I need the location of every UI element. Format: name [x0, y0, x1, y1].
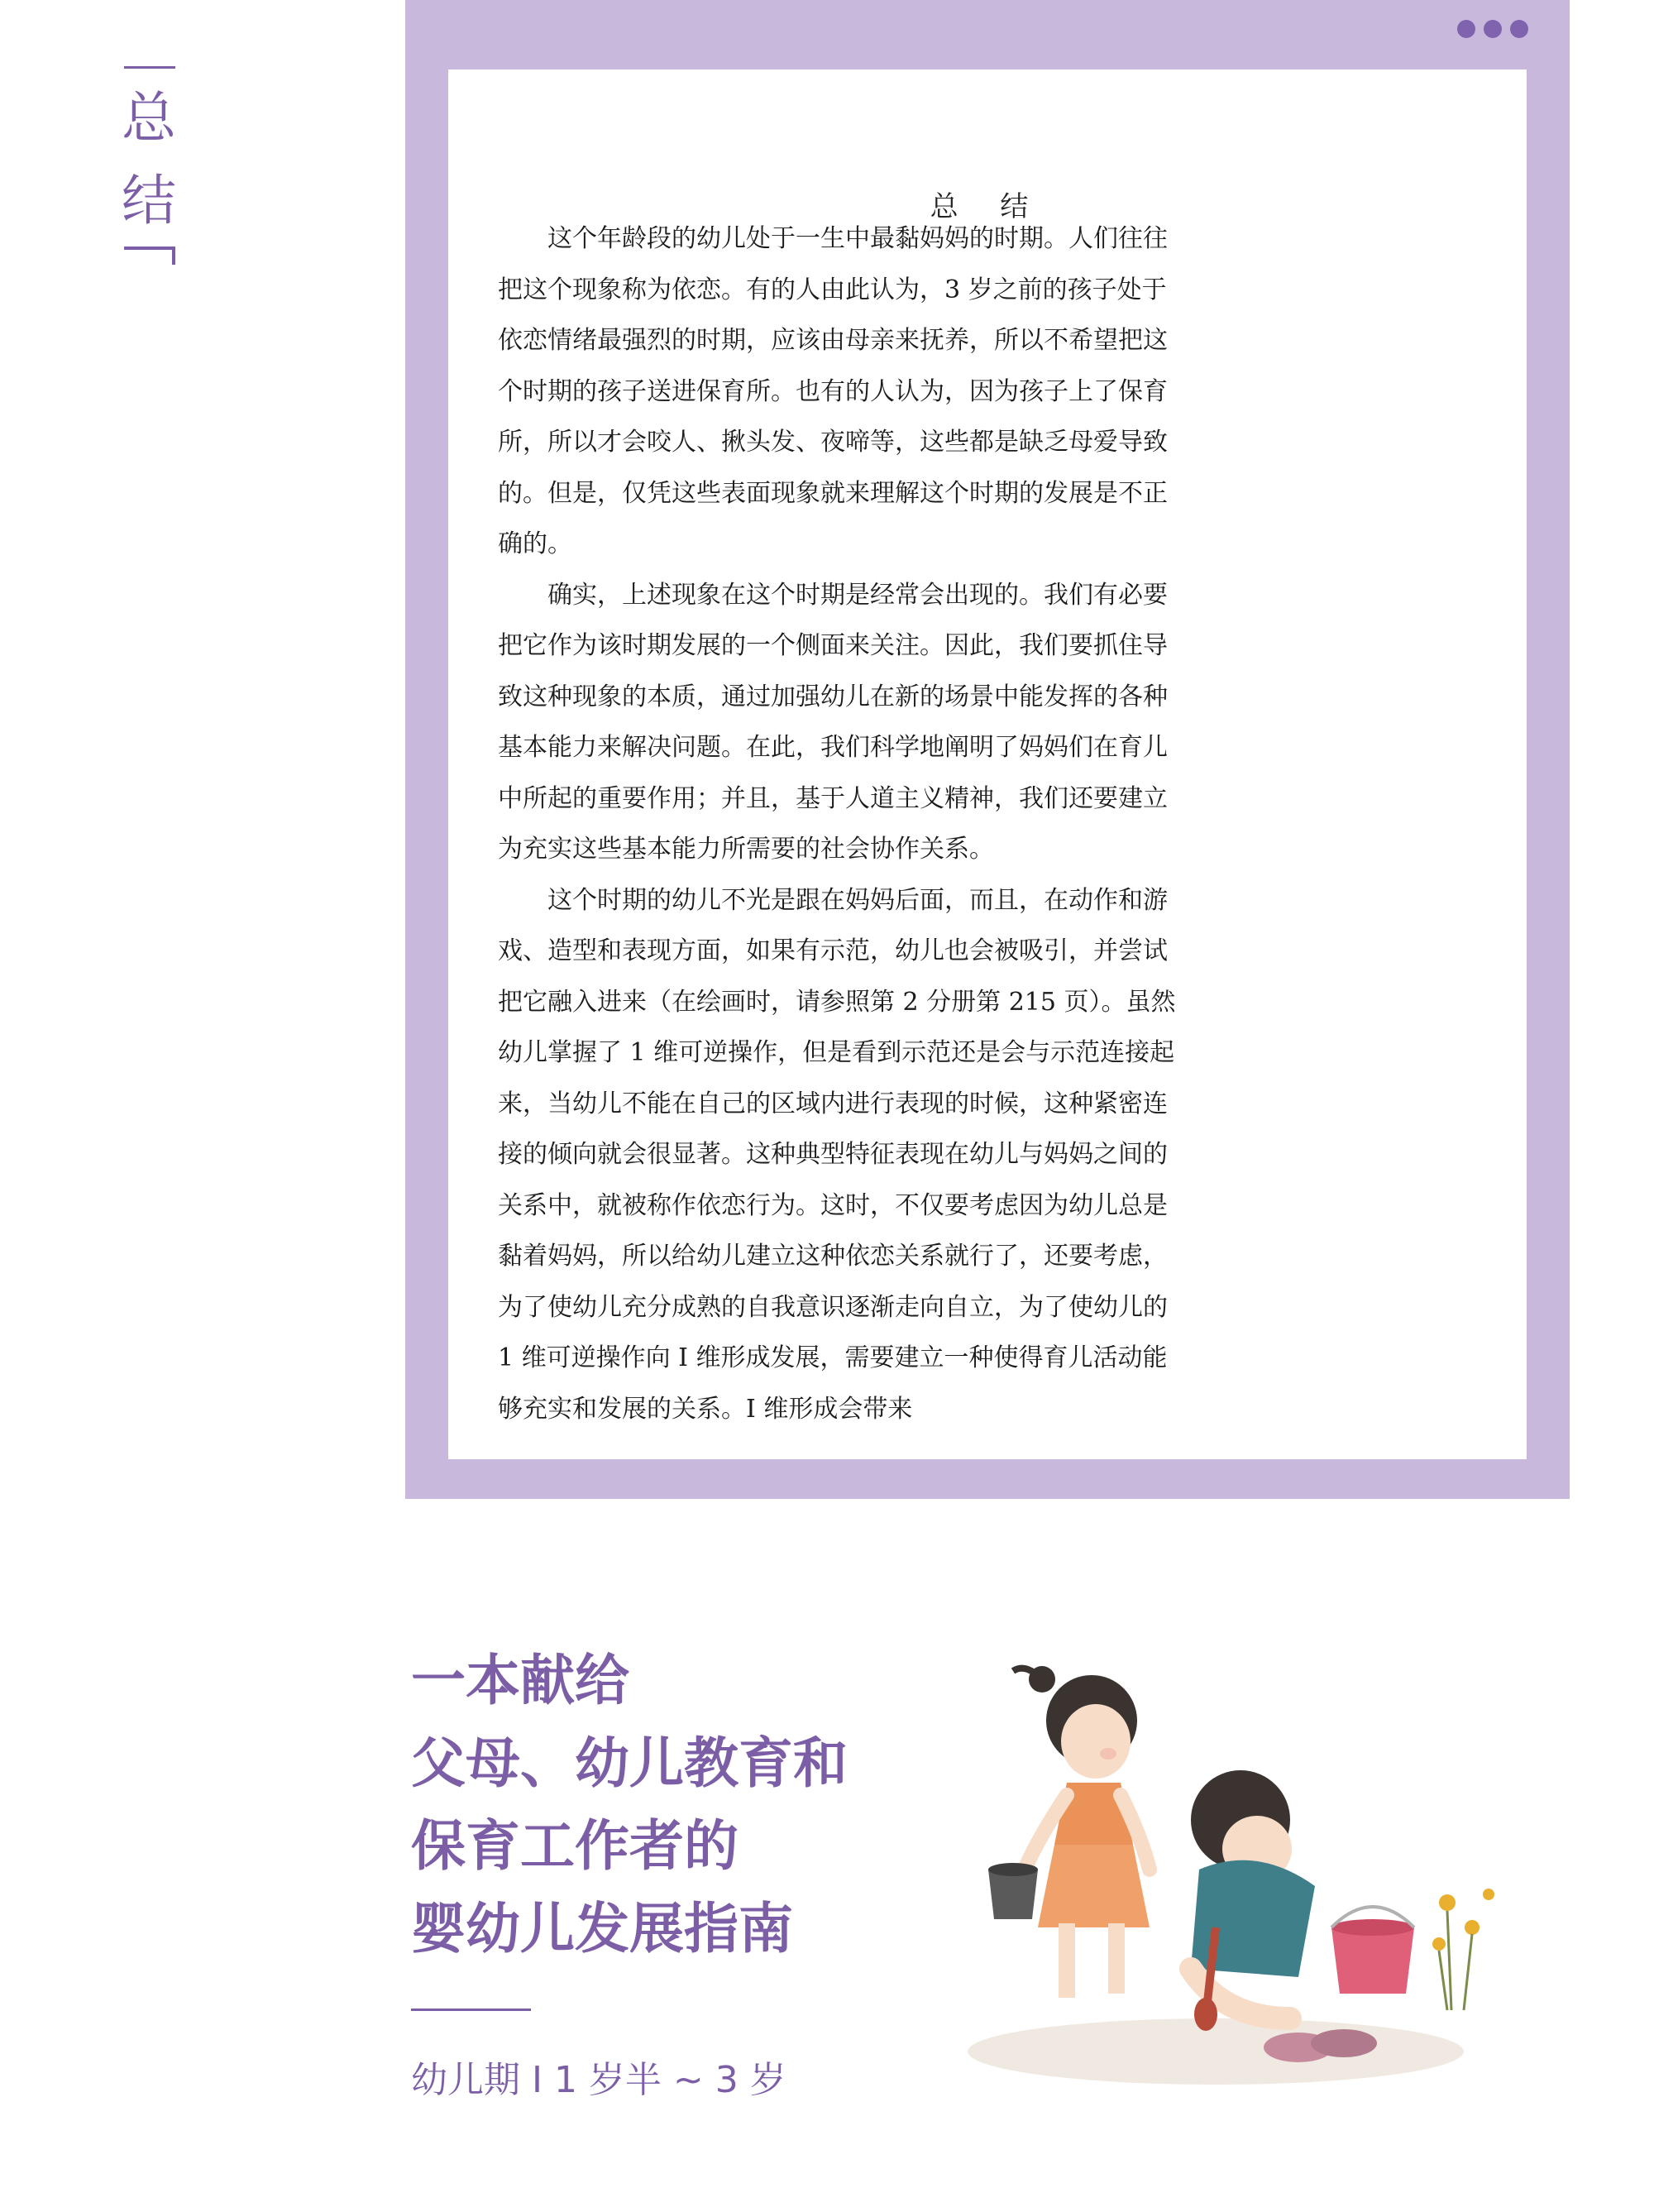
paragraph-1: 这个年龄段的幼儿处于一生中最黏妈妈的时期。人们往往把这个现象称为依恋。有的人由此认为，3 岁之前的孩子处于依恋情绪最强烈的时期，应该由母亲来抚养，所以不希望把这个时期的孩子送进保育所。也有的人认为，因为孩子上了保育所，所以才会咬人、揪头发、夜啼等，这些都是缺乏母爱导致的。但是，仅凭这些表面现象就来理解这个时期的发展是不正确的。	[498, 224, 1168, 558]
section-label-char-2: 结	[122, 169, 176, 232]
promo-line-3: 保育工作者的	[411, 1814, 739, 1878]
more-dots-icon[interactable]	[1457, 20, 1528, 38]
document-page	[448, 69, 1527, 1459]
paragraph-3: 这个时期的幼儿不光是跟在妈妈后面，而且，在动作和游戏、造型和表现方面，如果有示范，幼儿也会被吸引，并尝试把它融入进来（在绘画时，请参照第 2 分册第 215 页）。虽然幼儿掌握了 1 维可逆操作，但是看到示范还是会与示范连接起来，当幼儿不能在自己的区域内进行表现的时候，这种紧密连接的倾向就会很显著。这种典型特征表现在幼儿与妈妈之间的关系中，就被称作依恋行为。这时，不仅要考虑因为幼儿总是黏着妈妈，所以给幼儿建立这种依恋关系就行了，还要考虑，为了使幼儿充分成熟的自我意识逐渐走向自立，为了使幼儿的 1 维可逆操作向 I 维形成发展，需要建立一种使得育儿活动能够充实和发展的关系。I 维形成会带来	[498, 885, 1176, 1424]
label-bracket	[124, 247, 175, 265]
document-window	[405, 0, 1570, 1499]
paragraph-2: 确实，上述现象在这个时期是经常会出现的。我们有必要把它作为该时期发展的一个侧面来关注。因此，我们要抓住导致这种现象的本质，通过加强幼儿在新的场景中能发挥的各种基本能力来解决问题。在此，我们科学地阐明了妈妈们在育儿中所起的重要作用；并且，基于人道主义精神，我们还要建立为充实这些基本能力所需要的社会协作关系。	[498, 580, 1168, 864]
promo-line-2: 父母、幼儿教育和	[411, 1731, 848, 1795]
body-text	[498, 213, 1184, 1434]
section-label-char-1: 总	[122, 86, 176, 150]
children-playing-illustration	[943, 1630, 1555, 2126]
promo-line-4: 婴幼儿发展指南	[411, 1897, 793, 1961]
promo-subtitle: 幼儿期 I 1 岁半 ~ 3 岁	[411, 2059, 786, 2101]
promo-line-1: 一本献给	[411, 1649, 629, 1712]
dot	[1484, 20, 1502, 38]
promo-divider	[411, 2009, 531, 2011]
dot	[1510, 20, 1528, 38]
dot	[1457, 20, 1475, 38]
label-top-rule	[124, 66, 175, 69]
promo-heading	[411, 1640, 940, 1970]
page-title: 总 结	[930, 190, 1045, 223]
